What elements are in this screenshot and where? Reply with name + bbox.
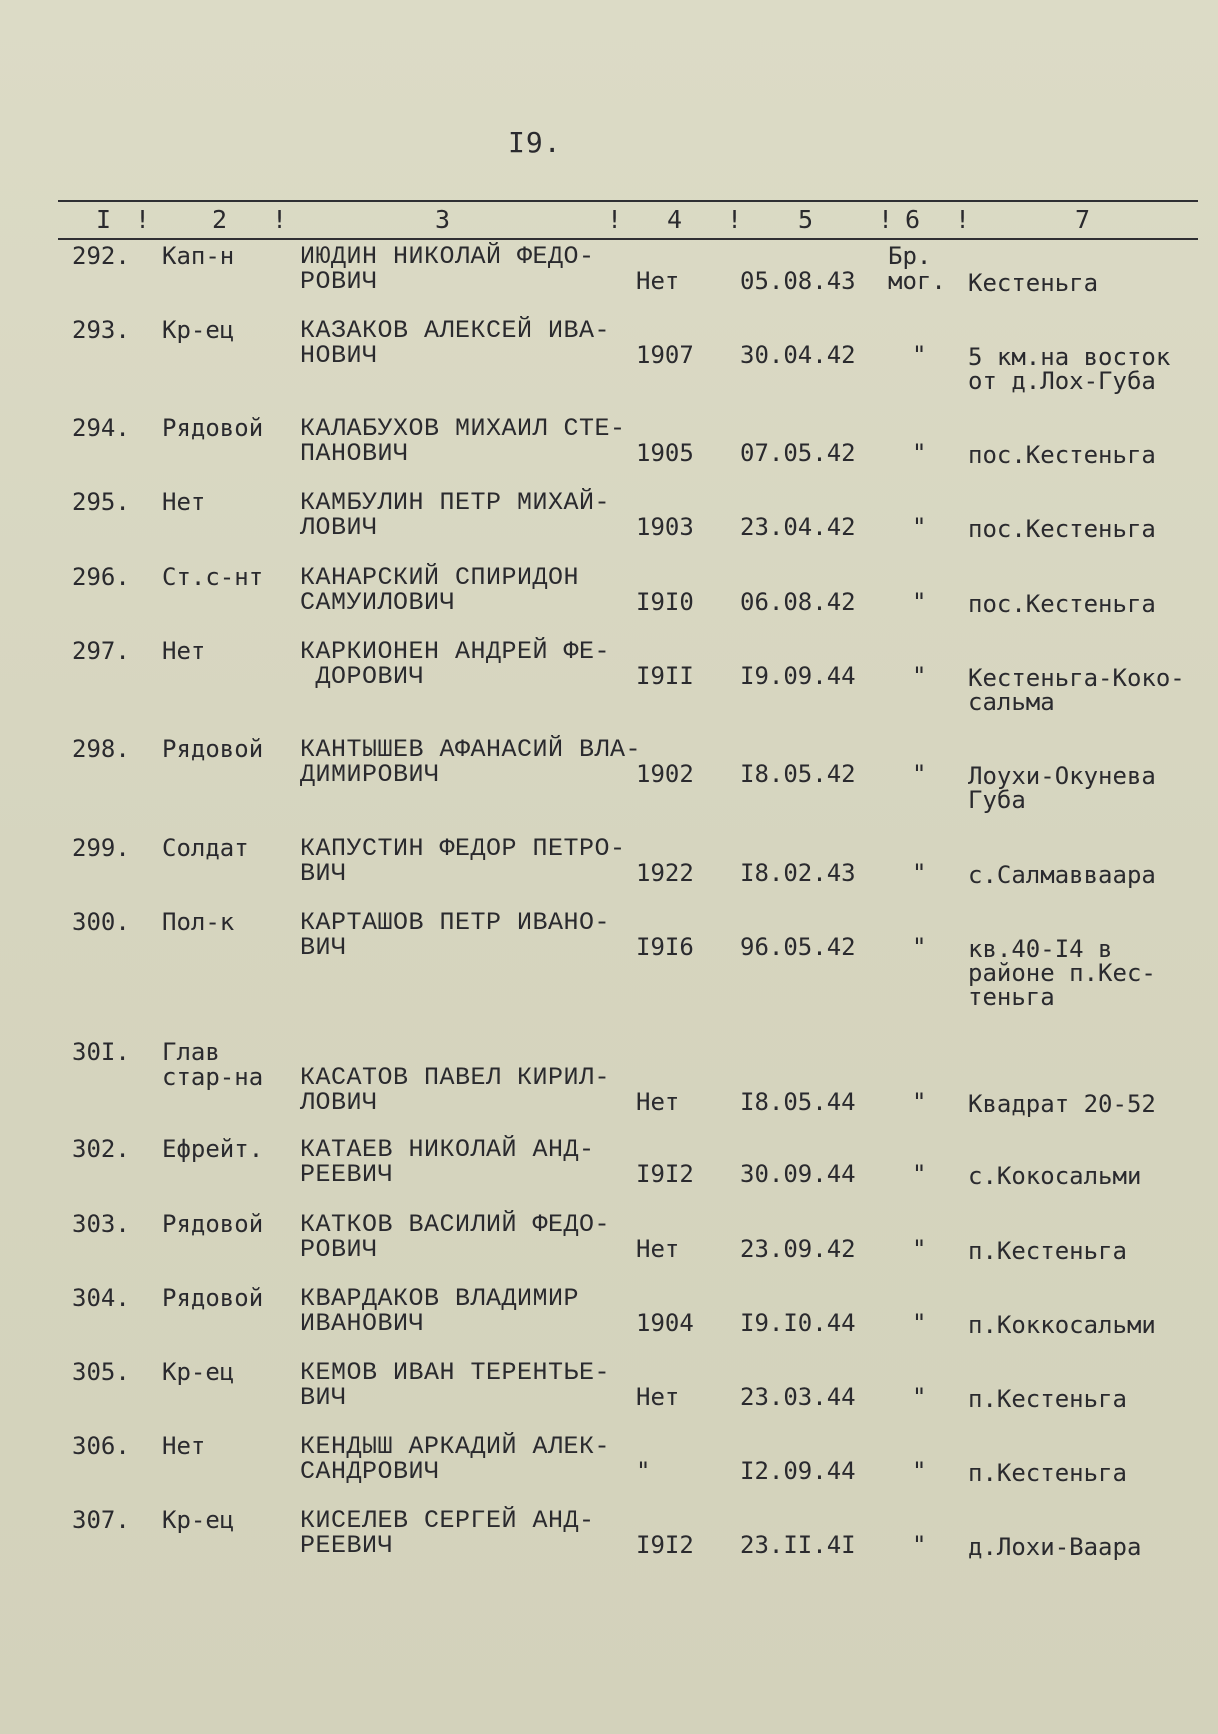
rank: Рядовой	[162, 1284, 264, 1312]
burial-type: "	[912, 1160, 927, 1188]
full-name-line: РОВИЧ	[300, 1235, 378, 1264]
full-name-line: ПАНОВИЧ	[300, 439, 409, 468]
burial-place-line: Лоухи-Окунева	[968, 762, 1156, 790]
birth-year: 1905	[636, 439, 694, 467]
death-date: I2.09.44	[740, 1457, 856, 1485]
column-separator: !	[727, 205, 743, 234]
death-date: I8.02.43	[740, 859, 856, 887]
row-number: 296.	[72, 563, 130, 591]
full-name-line: ВИЧ	[300, 1383, 347, 1412]
row-number: 292.	[72, 242, 130, 270]
burial-type: "	[912, 513, 927, 541]
full-name-line: КВАРДАКОВ ВЛАДИМИР	[300, 1284, 580, 1313]
column-header-6: 6	[905, 205, 921, 234]
full-name-line: КИСЕЛЕВ СЕРГЕЙ АНД-	[300, 1506, 595, 1535]
rank: Пол-к	[162, 908, 235, 936]
full-name-line: КАРТАШОВ ПЕТР ИВАНО-	[300, 908, 611, 937]
column-header-4: 4	[667, 205, 683, 234]
burial-place-line: Кестеньга-Коко-	[968, 664, 1185, 692]
row-number: 305.	[72, 1358, 130, 1386]
full-name-line: КЕМОВ ИВАН ТЕРЕНТЬЕ-	[300, 1358, 611, 1387]
birth-year: I9II	[636, 662, 694, 690]
row-number: 297.	[72, 637, 130, 665]
burial-place-line: Квадрат 20-52	[968, 1090, 1156, 1118]
rank: Нет	[162, 488, 206, 516]
burial-place-line: п.Кестеньга	[968, 1385, 1127, 1413]
burial-type: "	[912, 1531, 927, 1559]
burial-type: "	[912, 439, 927, 467]
column-header-2: 2	[212, 205, 228, 234]
rank: Рядовой	[162, 735, 264, 763]
full-name-line: КЕНДЫШ АРКАДИЙ АЛЕК-	[300, 1432, 611, 1461]
death-date: 23.04.42	[740, 513, 856, 541]
page-number: I9.	[508, 126, 562, 159]
death-date: I9.I0.44	[740, 1309, 856, 1337]
death-date: 07.05.42	[740, 439, 856, 467]
column-header-3: 3	[435, 205, 451, 234]
burial-place-line: с.Салмавваара	[968, 861, 1156, 889]
burial-place-line: от д.Лох-Губа	[968, 367, 1156, 395]
column-header-7: 7	[1075, 205, 1091, 234]
burial-place-line: Кестеньга	[968, 269, 1099, 297]
death-date: I9.09.44	[740, 662, 856, 690]
burial-place-line: п.Кестеньга	[968, 1459, 1127, 1487]
full-name-line: САМУИЛОВИЧ	[300, 588, 456, 617]
birth-year: Нет	[636, 1088, 680, 1116]
birth-year: I9I0	[636, 588, 694, 616]
rank: Нет	[162, 1432, 206, 1460]
full-name-line: ВИЧ	[300, 933, 347, 962]
full-name-line: ЛОВИЧ	[300, 1088, 378, 1117]
burial-place-line: п.Коккосальми	[968, 1311, 1156, 1339]
birth-year: 1922	[636, 859, 694, 887]
full-name-line: КАРКИОНЕН АНДРЕЙ ФЕ-	[300, 637, 611, 666]
row-number: 300.	[72, 908, 130, 936]
burial-place-line: пос.Кестеньга	[968, 515, 1156, 543]
full-name-line: КАНТЫШЕВ АФАНАСИЙ ВЛА-	[300, 735, 642, 764]
rank: Кр-ец	[162, 1358, 235, 1386]
death-date: 23.03.44	[740, 1383, 856, 1411]
burial-place-line: 5 км.на восток	[968, 343, 1171, 371]
burial-type: "	[912, 1088, 927, 1116]
full-name-line: КАМБУЛИН ПЕТР МИХАЙ-	[300, 488, 611, 517]
full-name-line: КАЗАКОВ АЛЕКСЕЙ ИВА-	[300, 316, 611, 345]
burial-place-line: теньга	[968, 983, 1055, 1011]
burial-type-line: мог.	[888, 267, 946, 295]
column-header-1: I	[96, 205, 112, 234]
birth-year: I9I2	[636, 1160, 694, 1188]
birth-year: Нет	[636, 267, 680, 295]
row-number: 303.	[72, 1210, 130, 1238]
birth-year: I9I2	[636, 1531, 694, 1559]
rank: Кр-ец	[162, 1506, 235, 1534]
row-number: 30I.	[72, 1038, 130, 1066]
full-name-line: КАНАРСКИЙ СПИРИДОН	[300, 563, 580, 592]
row-number: 298.	[72, 735, 130, 763]
full-name-line: ИЮДИН НИКОЛАЙ ФЕДО-	[300, 242, 595, 271]
burial-type: "	[912, 859, 927, 887]
full-name-line: РЕЕВИЧ	[300, 1531, 394, 1560]
rank: Ефрейт.	[162, 1135, 264, 1163]
column-separator: !	[272, 205, 288, 234]
full-name-line: КАЛАБУХОВ МИХАИЛ СТЕ-	[300, 414, 626, 443]
full-name-line: ВИЧ	[300, 859, 347, 888]
burial-place-line: д.Лохи-Ваара	[968, 1533, 1142, 1561]
burial-type: "	[912, 1309, 927, 1337]
burial-type: "	[912, 760, 927, 788]
rank: Рядовой	[162, 414, 264, 442]
rank: Нет	[162, 637, 206, 665]
death-date: 05.08.43	[740, 267, 856, 295]
death-date: 96.05.42	[740, 933, 856, 961]
burial-type: "	[912, 341, 927, 369]
full-name-line: КАПУСТИН ФЕДОР ПЕТРО-	[300, 834, 626, 863]
column-header-5: 5	[798, 205, 814, 234]
full-name-line: КАТКОВ ВАСИЛИЙ ФЕДО-	[300, 1210, 611, 1239]
death-date: 23.09.42	[740, 1235, 856, 1263]
rank: Кр-ец	[162, 316, 235, 344]
birth-year: Нет	[636, 1383, 680, 1411]
full-name-line: ЛОВИЧ	[300, 513, 378, 542]
death-date: 23.II.4I	[740, 1531, 856, 1559]
full-name-line: НОВИЧ	[300, 341, 378, 370]
burial-type: "	[912, 1457, 927, 1485]
death-date: I8.05.42	[740, 760, 856, 788]
rank: Рядовой	[162, 1210, 264, 1238]
column-separator: !	[955, 205, 971, 234]
rank: Кап-н	[162, 242, 235, 270]
column-separator: !	[607, 205, 623, 234]
rank: Глав стар-на	[162, 1038, 264, 1091]
burial-place-line: кв.40-I4 в	[968, 935, 1113, 963]
birth-year: 1904	[636, 1309, 694, 1337]
burial-place-line: пос.Кестеньга	[968, 590, 1156, 618]
row-number: 302.	[72, 1135, 130, 1163]
row-number: 299.	[72, 834, 130, 862]
burial-place-line: районе п.Кес-	[968, 959, 1156, 987]
burial-type: "	[912, 588, 927, 616]
birth-year: Нет	[636, 1235, 680, 1263]
birth-year: I9I6	[636, 933, 694, 961]
burial-type: "	[912, 933, 927, 961]
burial-place-line: с.Кокосальми	[968, 1162, 1142, 1190]
row-number: 306.	[72, 1432, 130, 1460]
birth-year: 1903	[636, 513, 694, 541]
column-separator: !	[878, 205, 894, 234]
birth-year: 1902	[636, 760, 694, 788]
full-name-line: САНДРОВИЧ	[300, 1457, 440, 1486]
death-date: 30.09.44	[740, 1160, 856, 1188]
rank: Солдат	[162, 834, 249, 862]
header-top-rule	[58, 200, 1198, 202]
burial-place-line: Губа	[968, 786, 1026, 814]
full-name-line: РЕЕВИЧ	[300, 1160, 394, 1189]
birth-year: 1907	[636, 341, 694, 369]
death-date: 30.04.42	[740, 341, 856, 369]
full-name-line: КАСАТОВ ПАВЕЛ КИРИЛ-	[300, 1063, 611, 1092]
burial-type: "	[912, 662, 927, 690]
full-name-line: РОВИЧ	[300, 267, 378, 296]
full-name-line: ИВАНОВИЧ	[300, 1309, 425, 1338]
birth-year: "	[636, 1457, 651, 1485]
burial-place-line: пос.Кестеньга	[968, 441, 1156, 469]
burial-type: "	[912, 1235, 927, 1263]
row-number: 293.	[72, 316, 130, 344]
full-name-line: ДИМИРОВИЧ	[300, 760, 440, 789]
full-name-line: КАТАЕВ НИКОЛАЙ АНД-	[300, 1135, 595, 1164]
death-date: 06.08.42	[740, 588, 856, 616]
column-separator: !	[135, 205, 151, 234]
burial-type-line: Бр.	[888, 242, 932, 270]
full-name-line: ДОРОВИЧ	[300, 662, 425, 691]
burial-type: "	[912, 1383, 927, 1411]
burial-place-line: п.Кестеньга	[968, 1237, 1127, 1265]
burial-place-line: сальма	[968, 688, 1055, 716]
row-number: 304.	[72, 1284, 130, 1312]
row-number: 307.	[72, 1506, 130, 1534]
death-date: I8.05.44	[740, 1088, 856, 1116]
row-number: 295.	[72, 488, 130, 516]
rank: Ст.с-нт	[162, 563, 264, 591]
row-number: 294.	[72, 414, 130, 442]
header-bottom-rule	[58, 238, 1198, 240]
